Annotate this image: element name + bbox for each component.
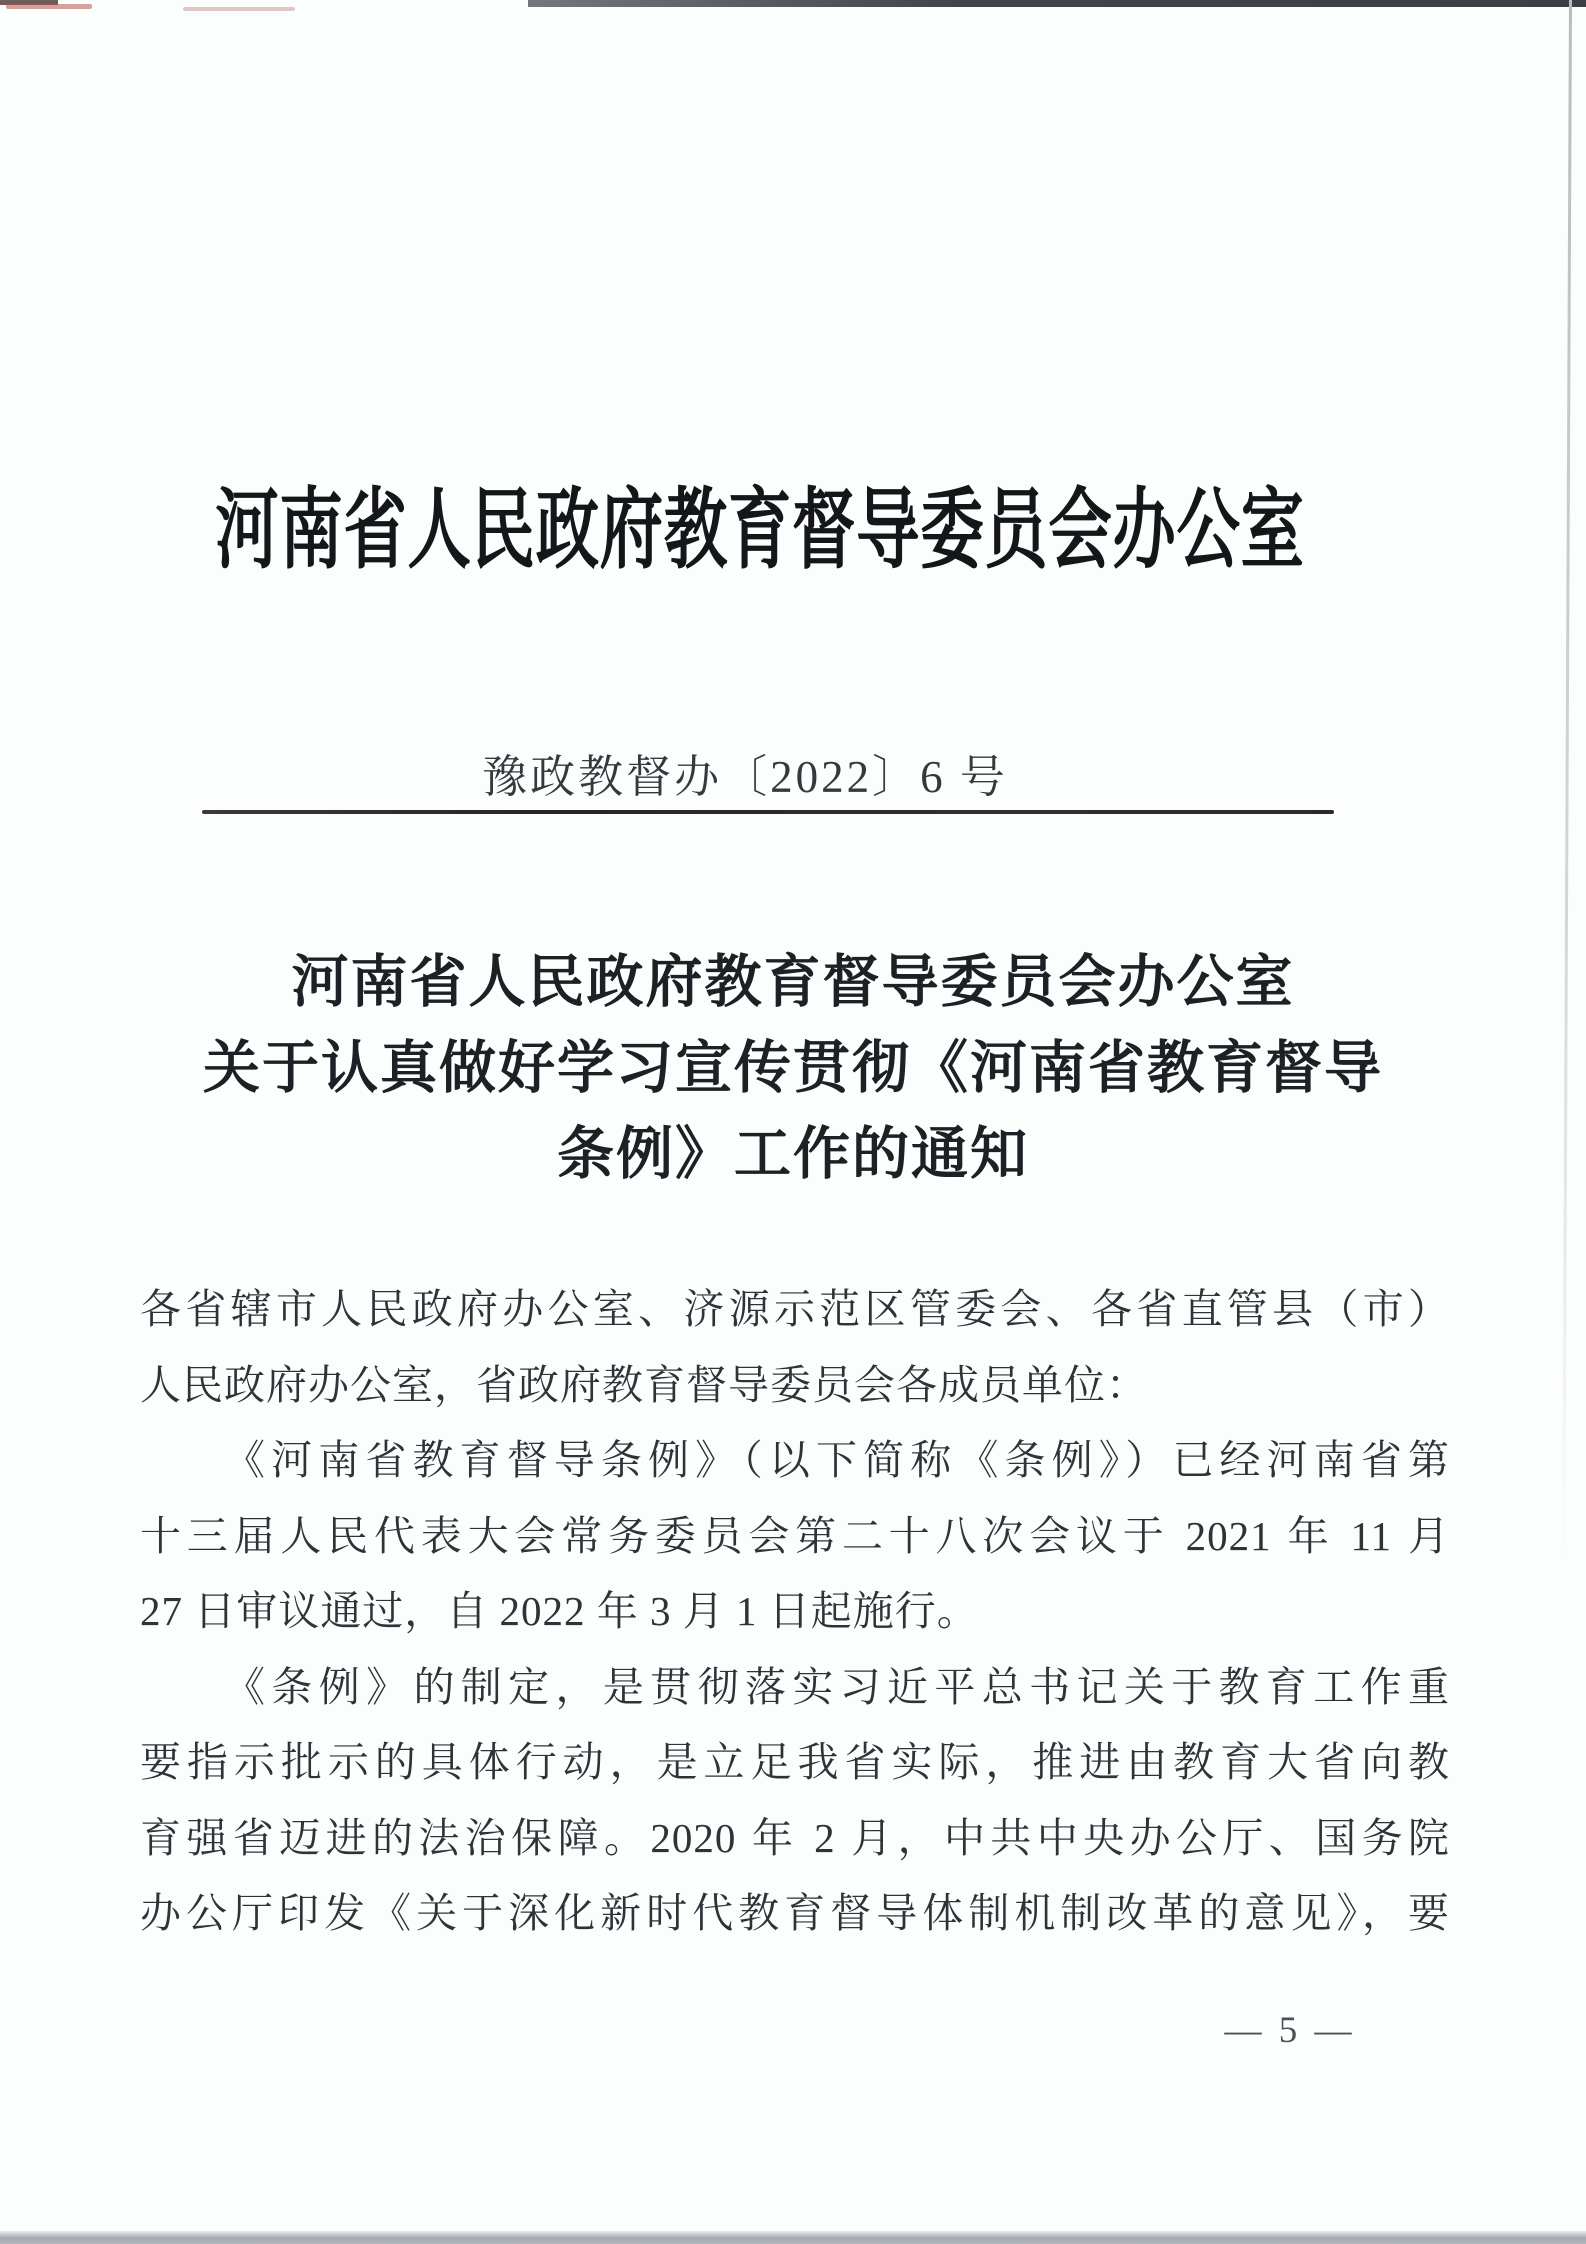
body-line: 《条例》的制定，是贯彻落实习近平总书记关于教育工作重: [224, 1663, 1450, 1710]
page-number: — 5 —: [1224, 2010, 1356, 2051]
scan-artifact-page-right-edge: [1562, 0, 1572, 1560]
document-title-line: 条例》工作的通知: [557, 1123, 1029, 1186]
document-title-line: 河南省人民政府教育督导委员会办公室: [291, 951, 1295, 1014]
body-line: 办公厅印发《关于深化新时代教育督导体制机制改革的意见》，要: [140, 1890, 1450, 1936]
body-line: 27 日审议通过，自 2022 年 3 月 1 日起施行。: [140, 1588, 979, 1634]
issuing-agency-masthead: 河南省人民政府教育督导委员会办公室: [215, 483, 1305, 580]
header-separator-rule: [202, 810, 1334, 814]
scan-artifact-bottom-edge-strip: [0, 2231, 1586, 2244]
body-line: 《河南省教育督导条例》（以下简称《条例》）已经河南省第: [224, 1437, 1450, 1483]
body-line: 各省辖市人民政府办公室、济源示范区管委会、各省直管县（市）: [140, 1286, 1450, 1332]
scan-artifact-top-edge-strip: [528, 0, 1586, 7]
document-body: [140, 1272, 1450, 1952]
body-line: 育强省迈进的法治保障。2020 年 2 月，中共中央办公厅、国务院: [140, 1814, 1450, 1861]
body-line: 十三届人民代表大会常务委员会第二十八次会议于 2021 年 11 月: [140, 1512, 1450, 1559]
body-line: 要指示批示的具体行动，是立足我省实际，推进由教育大省向教: [140, 1739, 1450, 1785]
document-title: [33, 940, 1553, 1198]
document-title-line: 关于认真做好学习宣传贯彻《河南省教育督导: [203, 1037, 1383, 1100]
document-number: 豫政教督办〔2022〕6 号: [482, 752, 1008, 802]
scan-artifact-red-mark: [183, 7, 295, 11]
scan-artifact-red-mark: [6, 4, 92, 9]
body-line: 人民政府办公室，省政府教育督导委员会各成员单位：: [140, 1361, 1148, 1408]
